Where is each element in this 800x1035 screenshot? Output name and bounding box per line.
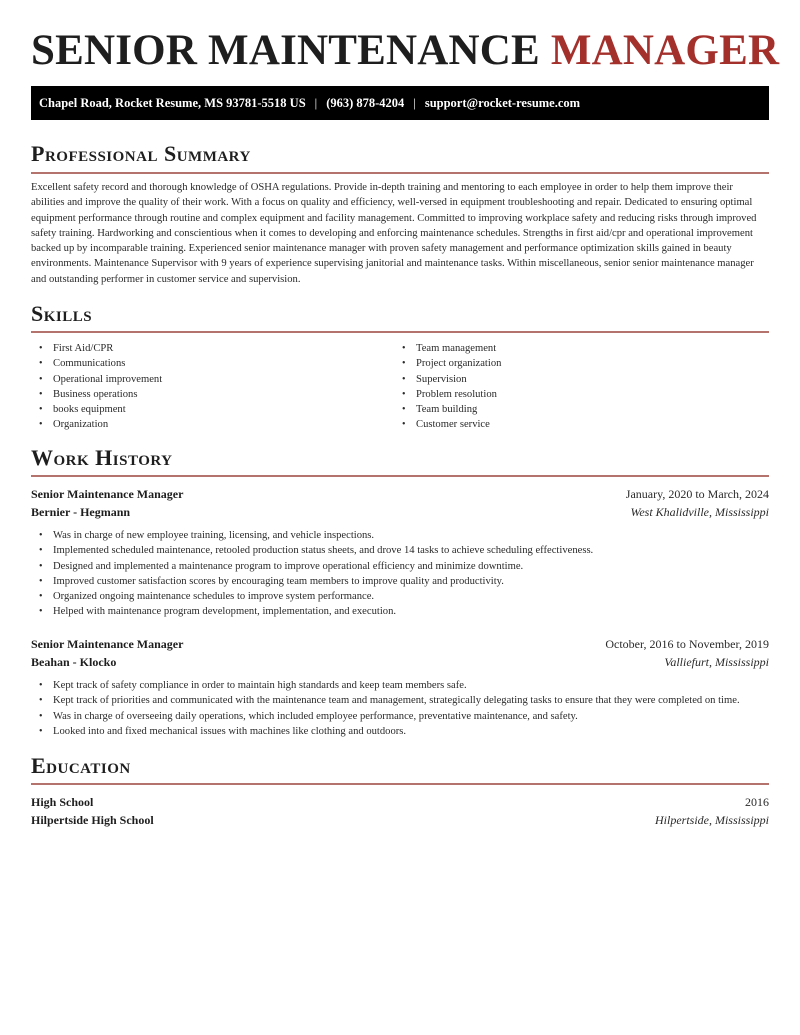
- name-first: SENIOR MAINTENANCE: [31, 27, 540, 74]
- skill-item: • Team building: [394, 402, 501, 417]
- section-title-education: Education: [31, 753, 131, 778]
- job-title: Senior Maintenance Manager: [31, 487, 184, 501]
- skill-item: • Problem resolution: [394, 387, 501, 402]
- education-location: Hilpertside, Mississippi: [654, 813, 769, 827]
- contact-separator: |: [314, 95, 318, 110]
- contact-phone: (963) 878-4204: [326, 95, 405, 110]
- job-bullet: • Kept track of safety compliance in order to maintain high standards and keep team members safe.: [31, 678, 740, 693]
- section-divider: [31, 172, 769, 174]
- contact-separator: |: [413, 95, 416, 110]
- job-bullet: • Organized ongoing maintenance schedules to improve system performance.: [31, 589, 593, 604]
- job-bullet: • Designed and implemented a maintenance program to improve operational efficiency and minimize downtime.: [31, 559, 593, 574]
- job-bullet: • Kept track of priorities and communicated with the maintenance team and management, strategically delegating tasks to ensure that they were completed on time.: [31, 693, 740, 708]
- section-divider: [31, 475, 769, 477]
- job-bullet: • Improved customer satisfaction scores by encouraging team members to improve quality and productivity.: [31, 574, 593, 589]
- job-dates: October, 2016 to November, 2019: [605, 637, 769, 651]
- section-title-work-history: Work History: [31, 445, 173, 470]
- job-title: Senior Maintenance Manager: [31, 637, 184, 651]
- contact-address: Chapel Road, Rocket Resume, MS 93781-5518 US: [39, 95, 306, 110]
- job-bullets: [31, 528, 593, 620]
- section-divider: [31, 331, 769, 333]
- skill-item: • books equipment: [31, 402, 162, 417]
- job-location: West Khalidville, Mississippi: [630, 505, 769, 519]
- education-year: 2016: [745, 795, 769, 809]
- job-bullet: • Was in charge of new employee training, licensing, and vehicle inspections.: [31, 528, 593, 543]
- skills-list-left: [31, 341, 162, 433]
- job-bullets: [31, 678, 740, 739]
- skill-item: • Operational improvement: [31, 372, 162, 387]
- skill-item: • Supervision: [394, 372, 501, 387]
- education-degree: High School: [31, 795, 94, 809]
- section-divider: [31, 783, 769, 785]
- job-bullet: • Implemented scheduled maintenance, retooled production status sheets, and drove 14 tasks to achieve scheduling effectiveness.: [31, 543, 593, 558]
- job-company: Beahan - Klocko: [31, 655, 117, 669]
- skill-item: • Customer service: [394, 417, 501, 432]
- job-location: Valliefurt, Mississippi: [664, 655, 769, 669]
- skill-item: • Communications: [31, 356, 162, 371]
- name-last: MANAGER: [550, 27, 780, 74]
- skills-list-right: [394, 341, 501, 433]
- section-title-summary: Professional Summary: [31, 141, 251, 166]
- job-bullet: • Helped with maintenance program development, implementation, and execution.: [31, 604, 593, 619]
- job-bullet: • Was in charge of overseeing daily operations, which included employee performance, preventative maintenance, and safety.: [31, 709, 740, 724]
- skill-item: • First Aid/CPR: [31, 341, 162, 356]
- skill-item: • Business operations: [31, 387, 162, 402]
- section-title-skills: Skills: [31, 301, 93, 326]
- skill-item: • Team management: [394, 341, 501, 356]
- skill-item: • Organization: [31, 417, 162, 432]
- job-company: Bernier - Hegmann: [31, 505, 131, 519]
- candidate-name: [31, 27, 779, 75]
- job-dates: January, 2020 to March, 2024: [625, 487, 769, 501]
- skill-item: • Project organization: [394, 356, 501, 371]
- education-school: Hilpertside High School: [31, 813, 154, 827]
- contact-email: support@rocket-resume.com: [424, 95, 581, 110]
- job-bullet: • Looked into and fixed mechanical issues with machines like clothing and outdoors.: [31, 724, 740, 739]
- contact-bar: [31, 86, 769, 120]
- summary-text: Excellent safety record and thorough knowledge of OSHA regulations. Provide in-depth training and mentoring to each employee in order to help them improve their abilities and improve the quality of their work. With a focus on quality and efficiency, well-versed in equipment troubleshooting and repair. Dedicated to ensuring optimal equipment performance through routine and complex equipment and facility management. Committed to improving workplace safety and reducing risks through improved safety training. Hardworking and conscientious when it comes to developing and enforcing maintenance schedules. Strengths in first aid/cpr and operational improvement backed up by incomparable training. Experienced senior maintenance manager with proven safety management and performance optimization skills gained in beauty environments. Maintenance Supervisor with 9 years of experience supervising janitorial and maintenance tasks. Within miscellaneous, senior senior maintenance manager and outstanding performer in customer service and supervision.: [31, 182, 757, 285]
